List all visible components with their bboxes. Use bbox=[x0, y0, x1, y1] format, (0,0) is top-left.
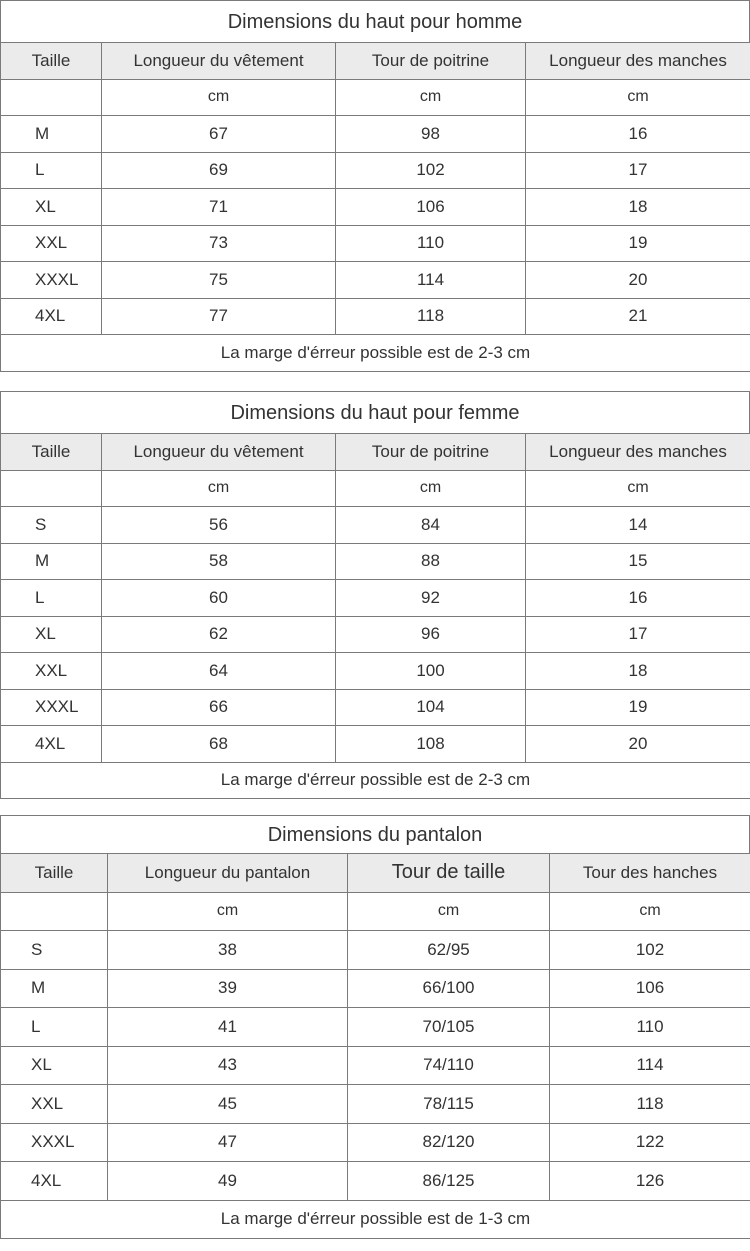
unit-cell bbox=[1, 892, 108, 931]
table-row bbox=[1, 543, 750, 580]
header-poitrine: Tour de poitrine bbox=[336, 434, 526, 471]
header-manches: Longueur des manches bbox=[526, 434, 750, 471]
table-row bbox=[1, 1123, 750, 1162]
header-longueur: Longueur du pantalon bbox=[108, 854, 348, 893]
note-row bbox=[1, 1200, 750, 1239]
unit-cell bbox=[1, 470, 102, 507]
value-cell: 102 bbox=[336, 152, 526, 189]
header-taille: Taille bbox=[1, 434, 102, 471]
size-cell: 4XL bbox=[1, 1162, 108, 1201]
error-margin-note: La marge d'érreur possible est de 1-3 cm bbox=[1, 1200, 750, 1239]
value-cell: 21 bbox=[526, 298, 750, 335]
unit-cell: cm bbox=[102, 470, 336, 507]
header-row bbox=[1, 43, 750, 80]
value-cell: 106 bbox=[336, 189, 526, 226]
header-taille: Taille bbox=[1, 854, 108, 893]
header-poitrine: Tour de poitrine bbox=[336, 43, 526, 80]
note-row bbox=[1, 762, 750, 799]
unit-row bbox=[1, 79, 750, 116]
unit-cell: cm bbox=[526, 79, 750, 116]
table-row bbox=[1, 225, 750, 262]
size-cell: S bbox=[1, 507, 102, 544]
value-cell: 62 bbox=[102, 616, 336, 653]
table-row bbox=[1, 1085, 750, 1124]
header-tour-taille: Tour de taille bbox=[348, 854, 550, 893]
value-cell: 17 bbox=[526, 616, 750, 653]
value-cell: 71 bbox=[102, 189, 336, 226]
value-cell: 39 bbox=[108, 969, 348, 1008]
header-hanches: Tour des hanches bbox=[550, 854, 750, 893]
value-cell: 100 bbox=[336, 653, 526, 690]
table-row bbox=[1, 152, 750, 189]
value-cell: 88 bbox=[336, 543, 526, 580]
table-row bbox=[1, 1162, 750, 1201]
value-cell: 86/125 bbox=[348, 1162, 550, 1201]
table-row bbox=[1, 116, 750, 153]
table-row bbox=[1, 189, 750, 226]
value-cell: 96 bbox=[336, 616, 526, 653]
value-cell: 82/120 bbox=[348, 1123, 550, 1162]
table-row bbox=[1, 298, 750, 335]
header-row bbox=[1, 854, 750, 893]
table-row bbox=[1, 616, 750, 653]
value-cell: 102 bbox=[550, 931, 750, 970]
table-row bbox=[1, 1008, 750, 1047]
value-cell: 62/95 bbox=[348, 931, 550, 970]
size-cell: XXL bbox=[1, 225, 102, 262]
unit-cell bbox=[1, 79, 102, 116]
value-cell: 20 bbox=[526, 726, 750, 763]
value-cell: 16 bbox=[526, 116, 750, 153]
value-cell: 92 bbox=[336, 580, 526, 617]
value-cell: 56 bbox=[102, 507, 336, 544]
table-row bbox=[1, 507, 750, 544]
table-title: Dimensions du haut pour homme bbox=[0, 0, 750, 42]
unit-row bbox=[1, 892, 750, 931]
table-row bbox=[1, 653, 750, 690]
header-taille: Taille bbox=[1, 43, 102, 80]
table-title: Dimensions du haut pour femme bbox=[0, 391, 750, 433]
value-cell: 64 bbox=[102, 653, 336, 690]
value-cell: 47 bbox=[108, 1123, 348, 1162]
size-cell: XXXL bbox=[1, 1123, 108, 1162]
table-row bbox=[1, 689, 750, 726]
value-cell: 14 bbox=[526, 507, 750, 544]
value-cell: 126 bbox=[550, 1162, 750, 1201]
value-cell: 18 bbox=[526, 653, 750, 690]
table-row bbox=[1, 726, 750, 763]
unit-row bbox=[1, 470, 750, 507]
size-cell: L bbox=[1, 152, 102, 189]
women-top-size-table bbox=[0, 391, 750, 799]
unit-cell: cm bbox=[336, 470, 526, 507]
value-cell: 70/105 bbox=[348, 1008, 550, 1047]
value-cell: 106 bbox=[550, 969, 750, 1008]
value-cell: 110 bbox=[550, 1008, 750, 1047]
header-longueur: Longueur du vêtement bbox=[102, 434, 336, 471]
size-cell: L bbox=[1, 1008, 108, 1047]
value-cell: 20 bbox=[526, 262, 750, 299]
value-cell: 18 bbox=[526, 189, 750, 226]
value-cell: 69 bbox=[102, 152, 336, 189]
table-row bbox=[1, 931, 750, 970]
men-top-size-table bbox=[0, 0, 750, 372]
size-cell: XXXL bbox=[1, 689, 102, 726]
value-cell: 118 bbox=[336, 298, 526, 335]
value-cell: 66/100 bbox=[348, 969, 550, 1008]
value-cell: 118 bbox=[550, 1085, 750, 1124]
value-cell: 38 bbox=[108, 931, 348, 970]
unit-cell: cm bbox=[336, 79, 526, 116]
value-cell: 114 bbox=[550, 1046, 750, 1085]
value-cell: 43 bbox=[108, 1046, 348, 1085]
table-row bbox=[1, 1046, 750, 1085]
table-row bbox=[1, 262, 750, 299]
header-manches: Longueur des manches bbox=[526, 43, 750, 80]
size-cell: 4XL bbox=[1, 726, 102, 763]
value-cell: 68 bbox=[102, 726, 336, 763]
value-cell: 66 bbox=[102, 689, 336, 726]
error-margin-note: La marge d'érreur possible est de 2-3 cm bbox=[1, 762, 750, 799]
size-cell: XL bbox=[1, 616, 102, 653]
note-row bbox=[1, 335, 750, 372]
size-cell: XXL bbox=[1, 653, 102, 690]
value-cell: 75 bbox=[102, 262, 336, 299]
size-cell: M bbox=[1, 969, 108, 1008]
table-row bbox=[1, 580, 750, 617]
unit-cell: cm bbox=[550, 892, 750, 931]
value-cell: 60 bbox=[102, 580, 336, 617]
value-cell: 122 bbox=[550, 1123, 750, 1162]
value-cell: 114 bbox=[336, 262, 526, 299]
size-cell: M bbox=[1, 543, 102, 580]
value-cell: 74/110 bbox=[348, 1046, 550, 1085]
size-cell: XXXL bbox=[1, 262, 102, 299]
unit-cell: cm bbox=[526, 470, 750, 507]
error-margin-note: La marge d'érreur possible est de 2-3 cm bbox=[1, 335, 750, 372]
size-cell: L bbox=[1, 580, 102, 617]
unit-cell: cm bbox=[348, 892, 550, 931]
value-cell: 17 bbox=[526, 152, 750, 189]
value-cell: 98 bbox=[336, 116, 526, 153]
value-cell: 108 bbox=[336, 726, 526, 763]
table-title: Dimensions du pantalon bbox=[0, 815, 750, 853]
value-cell: 19 bbox=[526, 225, 750, 262]
size-cell: XL bbox=[1, 1046, 108, 1085]
size-cell: M bbox=[1, 116, 102, 153]
value-cell: 15 bbox=[526, 543, 750, 580]
size-cell: XL bbox=[1, 189, 102, 226]
unit-cell: cm bbox=[108, 892, 348, 931]
value-cell: 84 bbox=[336, 507, 526, 544]
value-cell: 45 bbox=[108, 1085, 348, 1124]
value-cell: 49 bbox=[108, 1162, 348, 1201]
value-cell: 73 bbox=[102, 225, 336, 262]
pants-size-table bbox=[0, 815, 750, 1239]
header-row bbox=[1, 434, 750, 471]
size-cell: XXL bbox=[1, 1085, 108, 1124]
value-cell: 19 bbox=[526, 689, 750, 726]
value-cell: 41 bbox=[108, 1008, 348, 1047]
size-cell: S bbox=[1, 931, 108, 970]
value-cell: 67 bbox=[102, 116, 336, 153]
value-cell: 104 bbox=[336, 689, 526, 726]
unit-cell: cm bbox=[102, 79, 336, 116]
table-row bbox=[1, 969, 750, 1008]
value-cell: 58 bbox=[102, 543, 336, 580]
value-cell: 77 bbox=[102, 298, 336, 335]
value-cell: 16 bbox=[526, 580, 750, 617]
header-longueur: Longueur du vêtement bbox=[102, 43, 336, 80]
value-cell: 78/115 bbox=[348, 1085, 550, 1124]
value-cell: 110 bbox=[336, 225, 526, 262]
size-cell: 4XL bbox=[1, 298, 102, 335]
